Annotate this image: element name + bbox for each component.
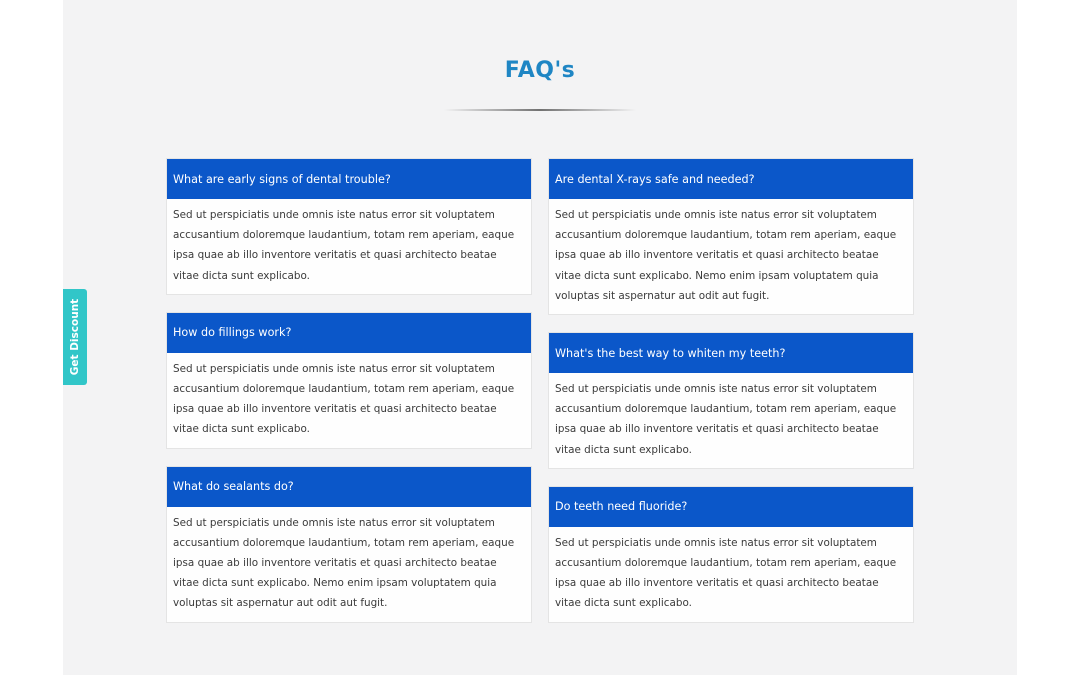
faq-item	[166, 312, 532, 449]
faq-answer: Sed ut perspiciatis unde omnis iste natus error sit voluptatem accusantium doloremque laudantium, totam rem aperiam, eaque ipsa quae ab illo inventore veritatis et quasi architecto beatae vitae dicta sunt explicabo.	[173, 209, 515, 282]
faq-item	[548, 486, 914, 623]
faq-answer: Sed ut perspiciatis unde omnis iste natus error sit voluptatem accusantium doloremque laudantium, totam rem aperiam, eaque ipsa quae ab illo inventore veritatis et quasi architecto beatae vitae dicta sunt explicabo.	[555, 383, 897, 456]
faq-question-bar[interactable]	[167, 159, 531, 199]
faq-answer-panel	[549, 199, 913, 314]
faq-item	[166, 466, 532, 623]
faq-question: How do fillings work?	[173, 326, 292, 340]
faq-answer: Sed ut perspiciatis unde omnis iste natus error sit voluptatem accusantium doloremque laudantium, totam rem aperiam, eaque ipsa quae ab illo inventore veritatis et quasi architecto beatae vitae dicta sunt explicabo.	[555, 536, 897, 610]
get-discount-button[interactable]	[63, 289, 87, 385]
faq-question-bar[interactable]	[167, 313, 531, 353]
faq-item	[166, 158, 532, 295]
faq-question-bar[interactable]	[167, 467, 531, 507]
faq-question: Do teeth need fluoride?	[555, 500, 688, 514]
faq-question: Are dental X-rays safe and needed?	[555, 172, 755, 186]
faq-question: What are early signs of dental trouble?	[173, 172, 391, 186]
faq-question: What do sealants do?	[173, 480, 294, 494]
faq-column-right	[548, 158, 914, 640]
faq-answer: Sed ut perspiciatis unde omnis iste natus error sit voluptatem accusantium doloremque laudantium, totam rem aperiam, eaque ipsa quae ab illo inventore veritatis et quasi architecto beatae vitae dicta sunt explicabo. Nemo enim ipsam voluptatem quia voluptas sit aspernatur aut odit aut fugit.	[555, 209, 897, 302]
get-discount-label: Get Discount	[69, 298, 82, 376]
faq-question-bar[interactable]	[549, 159, 913, 199]
faq-item	[548, 158, 914, 315]
faq-answer: Sed ut perspiciatis unde omnis iste natus error sit voluptatem accusantium doloremque laudantium, totam rem aperiam, eaque ipsa quae ab illo inventore veritatis et quasi architecto beatae vitae dicta sunt explicabo.	[173, 362, 515, 436]
faq-answer: Sed ut perspiciatis unde omnis iste natus error sit voluptatem accusantium doloremque laudantium, totam rem aperiam, eaque ipsa quae ab illo inventore veritatis et quasi architecto beatae vitae dicta sunt explicabo. Nemo enim ipsam voluptatem quia voluptas sit aspernatur aut odit aut fugit.	[173, 516, 515, 610]
section-title: FAQ's	[504, 58, 576, 83]
faq-question: What's the best way to whiten my teeth?	[555, 346, 786, 360]
faq-answer-panel	[549, 527, 913, 622]
faq-question-bar[interactable]	[549, 333, 913, 373]
faq-answer-panel	[549, 373, 913, 468]
faq-answer-panel	[167, 199, 531, 294]
title-divider	[444, 109, 636, 111]
faq-item	[548, 332, 914, 469]
faq-question-bar[interactable]	[549, 487, 913, 527]
faq-answer-panel	[167, 353, 531, 448]
faq-column-left	[166, 158, 532, 640]
faq-answer-panel	[167, 507, 531, 622]
